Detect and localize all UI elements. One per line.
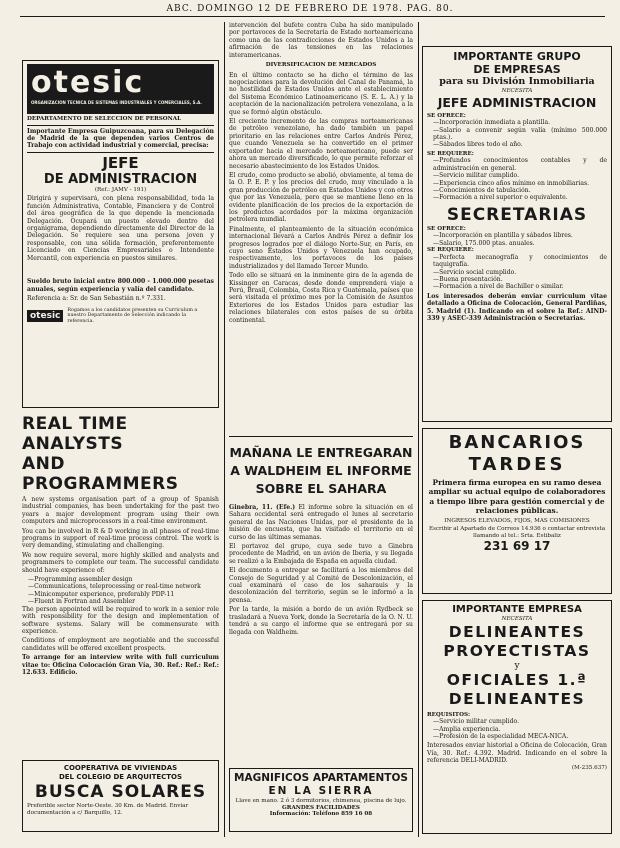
rta-title-1: REAL TIME ANALYSTS xyxy=(22,414,128,454)
rta-p2: You can be involved in R & D working in all phases of real-time programs in support of real-time process control. The work is very demanding, stimulating and challenging. xyxy=(22,527,219,550)
coop-title: BUSCA SOLARES xyxy=(34,782,207,802)
grupo-empresas-ad xyxy=(422,46,612,422)
ge-offer-list xyxy=(427,119,607,149)
del-top: IMPORTANTE EMPRESA xyxy=(452,604,582,615)
apt-title-2: EN LA SIERRA xyxy=(268,785,374,797)
ge-top-1: IMPORTANTE GRUPO xyxy=(453,50,581,63)
page-header: ABC. DOMINGO 12 DE FEBRERO DE 1978. PAG. 80. xyxy=(166,4,454,14)
otesic-body: Dirigirá y supervisará, con plena responsabilidad, toda la función Administrativa, Contable, Financiera y de Control del área geográfica de la que depende la mencionada Delegación. Ocupará un puesto elevado dentro del organigrama, dependiendo directamente del Director de la Delegación. Se requiere sea una persona joven y responsable, con una sólida formación, preferentemente Licenciado en Ciencias Empresariales o Intendente Mercantil, con experiencia en puestos similares. xyxy=(27,195,214,262)
otesic-intro: Importante Empresa Guipuzcoana, para su Delegación de Madrid de la que dependen varios Centros de Trabajo con actividad industrial y comercial, precisa: xyxy=(27,125,214,153)
list-item: — Fluent in Fortran and Assembler xyxy=(28,598,219,605)
coop-line-1: COOPERATIVA DE VIVIENDAS xyxy=(63,764,178,772)
delineantes-ad xyxy=(422,600,612,834)
list-item: — Profesión de la especialidad MECA-NICA. xyxy=(433,733,607,740)
rta-p6: To arrange for an interview write with full curriculum vitae to: Oficina Colocación Gran Vía, 30. Ref.: Ref.: Ref.: 12.633. Edificio. xyxy=(22,654,219,676)
column-rule-left xyxy=(224,22,225,837)
list-item: — Incorporación inmediata a plantilla. xyxy=(433,119,607,126)
list-item: — Servicio militar cumplido. xyxy=(433,718,607,725)
sahara-paragraph: Por la tarde, la misión a bordo de un avión Rydbeck se trasladará a Nueva York, donde la Secretaría de la O. N. U. tendrá a su cargo el informe que se entregará por su llegada con Waldheim. xyxy=(229,606,413,636)
banc-body: Primera firma europea en su ramo desea ampliar su actual equipo de colaboradores a tiempo libre para gestión comercial y de relaciones públicas. xyxy=(428,478,606,516)
sahara-dateline: Ginebra, 11. (Efe.) xyxy=(229,504,296,511)
apartamentos-ad xyxy=(229,768,413,832)
apt-title-1: MAGNIFICOS APARTAMENTOS xyxy=(234,772,408,784)
coop-line-2: DEL COLEGIO DE ARQUITECTOS xyxy=(58,773,183,781)
sahara-paragraph: Ginebra, 11. (Efe.) El informe sobre la situación en el Sahara occidental será entregado el lunes al secretario general de las Naciones Unidas, por el presidente de la misión de encuesta, que ha visitado el territorio en el curso de las últimas semanas. xyxy=(229,504,413,541)
header-rule xyxy=(20,16,605,17)
article-venezuela xyxy=(229,22,413,430)
otesic-salary: Sueldo bruto inicial entre 800.000 - 1.000.000 pesetas anuales, según experiencia y valía del candidato. xyxy=(27,278,214,293)
del-y: y xyxy=(514,660,520,671)
del-code: (M-235.637) xyxy=(571,764,607,771)
ge-req-label: SE REQUIERE: xyxy=(427,150,474,157)
article-paragraph: Todo ello se situará en la inminente gira de la agenda de Kissinger en Caracas, desde donde emprenderá viaje a Perú, Brasil, Colombia, Costa Rica y Guatemala, países que será visitada el próximo mes por la Comisión de Asuntos Exteriores de los Estados Unidos para estudiar las relaciones bilaterales con estos países de su órbita continental. xyxy=(229,272,413,324)
ge-sec-offer-label: SE OFRECE: xyxy=(427,225,466,232)
article-paragraph: El crudo, como producto se abolió, obviamente, al tema de la O. P. E. P. y los precios del crudo, muy vinculado a la gran producción de petróleo en Estados Unidos y con otros que por las Venezuela, pero que se mantiene lleno en la evidente planificación de los precios de la exportación de los productos acordados por la máxima organización petrolera mundial. xyxy=(229,171,413,224)
rta-title-2: AND PROGRAMMERS xyxy=(22,454,179,494)
ge-secretarias-title: SECRETARIAS xyxy=(446,204,588,225)
ge-top-4: NECESITA xyxy=(501,88,533,94)
article-paragraph: Finalmente, el planteamiento de la situación económica internacional llevará a Carlos Andrés Pérez a definir los progresos logrados por el diálogo Norte-Sur, en París, en cuyo seno Estados Unidos y Venezuela han ocupado, respectivamente, los portavoces de los países industrializados y del llamado Tercer Mundo. xyxy=(229,225,413,270)
banc-phone: 231 69 17 xyxy=(483,539,551,554)
rta-p4: The person appointed will be required to work in a senior role with responsibility for the design and implementation of software systems. Salary will be commensurate with experience. xyxy=(22,605,219,635)
apt-body: Llave en mano. 2 ó 3 dormitorios, chimenea, piscina de lujo. xyxy=(235,798,407,804)
sahara-headline: MAÑANA LE ENTREGARAN A WALDHEIM EL INFORME SOBRE EL SAHARA xyxy=(229,445,413,496)
apt-facilidades: GRANDES FACILIDADES xyxy=(282,804,360,811)
otesic-title-2: DE ADMINISTRACION xyxy=(43,171,198,187)
coop-body: Preferible sector Norte-Oeste. 30 Km. de Madrid. Enviar documentación a c/ Barquillo, 12. xyxy=(27,803,189,816)
article-paragraph: En el último contacto se ha dicho el término de las negociaciones para la devolución del Canal de Panamá, la no hostilidad de Estados Unidos ante el establecimiento del Sistema Económico Latinoamericano (S. E. L. A.) y la aceptación de la nacionalización petrolera venezolana, a la que se formó algún obstáculo. xyxy=(229,71,413,116)
rta-p3: We now require several, more highly skilled and analysts and programmers to complete our team. The successful candidate should have experience of: xyxy=(22,551,219,574)
banc-title-1: BANCARIOS xyxy=(448,432,586,453)
banc-title-2: TARDES xyxy=(468,454,566,475)
article-paragraph: intervención del bufete contra Cuba ha sido manipulado por portavoces de la Secretaría de Estado norteamericana como una de las contradicciones de Estados Unidos a la afirmación de las tensiones en las relaciones interamericanas. xyxy=(229,22,413,59)
ge-req-list xyxy=(427,157,607,201)
apt-info: Información: Teléfono 859 16 08 xyxy=(269,811,373,818)
list-item: — Conocimientos de tabulación. xyxy=(433,187,607,194)
otesic-logo-small: otesic xyxy=(27,310,63,322)
del-title-2: PROYECTISTAS xyxy=(443,641,591,660)
list-item: — Incorporación en plantilla y sábados libres. xyxy=(433,232,607,239)
banc-income: INGRESOS ELEVADOS, FIJOS, MAS COMISIONES xyxy=(444,517,590,524)
list-item: — Salario a convenir según valía (mínimo 500.000 ptas.). xyxy=(433,127,607,142)
del-req-label: REQUISITOS: xyxy=(427,711,471,718)
article-subhead: DIVERSIFICACION DE MERCADOS xyxy=(265,62,377,69)
list-item: — Communications, teleprocessing or real-time network xyxy=(28,583,219,590)
list-item: — Profundos conocimientos contables y de administración en general. xyxy=(433,157,607,172)
otesic-ref: (Ref.: JAMV - 191) xyxy=(94,186,147,193)
cooperativa-ad xyxy=(22,760,219,832)
rta-p5: Conditions of employment are negotiable and the successful candidates will be offered excellent prospects. xyxy=(22,637,219,652)
ge-contact: Los interesados deberán enviar curriculum vitae detallado a Oficina de Colocación, General Pardiñas, 5. Madrid (1). Indicando en el sobre la Ref.: AIND-339 y ASEC-339 Administración o Secretarias. xyxy=(427,292,607,323)
list-item: — Sábados libres todo el año. xyxy=(433,141,607,148)
real-time-ad xyxy=(22,414,219,754)
article-sahara xyxy=(229,444,413,789)
rta-list xyxy=(22,576,219,606)
list-item: — Formación a nivel superior o equivalente. xyxy=(433,194,607,201)
otesic-title-1: JEFE xyxy=(102,153,139,172)
list-item: — Buena presentación. xyxy=(433,276,607,283)
del-req-list xyxy=(427,718,607,740)
list-item: — Perfecta mecanografía y conocimientos de taquigrafía. xyxy=(433,254,607,269)
rta-p1: A new systems organisation part of a group of Spanish industrial companies, has been undertaking for the past two years a major development program using their own computers and microprocessors in a real-time environment. xyxy=(22,496,219,526)
sahara-paragraph: El portavoz del grupo, cuya sede tuvo a Ginebra procedente de Madrid, en un avión de Iberia, y su llegada se realizó a la Embajada de España en aquella ciudad. xyxy=(229,543,413,565)
banc-contact: Escribir al Apartado de Correos 14.936 o contactar entrevista llamando al tel.: Srta. Estibaliz xyxy=(428,526,606,539)
list-item: — Minicomputer experience, preferably PDP-11 xyxy=(28,591,219,598)
ge-sec-offer-list xyxy=(427,232,607,247)
otesic-address: Referencia a: Sr. de San Sebastián n.º 7.331. xyxy=(27,295,166,303)
otesic-ad xyxy=(22,60,219,408)
otesic-dept: DEPARTAMENTO DE SELECCION DE PERSONAL xyxy=(27,116,182,122)
list-item: — Experiencia cinco años mínimo en inmobiliarias. xyxy=(433,180,607,187)
del-top-2: NECESITA xyxy=(501,616,533,622)
list-item: — Servicio social cumplido. xyxy=(433,269,607,276)
del-title-1: DELINEANTES xyxy=(448,622,586,641)
bancarios-ad xyxy=(422,428,612,594)
article-paragraph: El creciente incremento de las compras norteamericanas de petróleo venezolano, ha dado también un papel prioritario en las relaciones entre Carlos Andrés Pérez, que cuando Venezuela se ha convertido en el primer exportador hacia el mercado norteamericano, puede ser ahora un mercado diversificado, lo que permite reforzar el necesario abastecimiento de los Estados Unidos. xyxy=(229,118,413,170)
del-title-4: DELINEANTES xyxy=(448,689,586,708)
ge-title: JEFE ADMINISTRACION xyxy=(437,94,597,110)
list-item: — Amplia experiencia. xyxy=(433,726,607,733)
del-contact: Interesados enviar historial a Oficina de Colocación, Gran Vía, 30. Ref.: 4.392. Madrid. Indicando en el sobre la referencia DELI-MADRID. xyxy=(427,742,607,765)
ge-top-3: para su División Inmobiliaria xyxy=(439,76,595,87)
del-title-3: OFICIALES 1.ª xyxy=(446,670,588,689)
article-separator xyxy=(229,436,413,437)
list-item: — Formación a nivel de Bachiller o similar. xyxy=(433,283,607,290)
ge-top-2: DE EMPRESAS xyxy=(473,63,561,76)
list-item: — Salario, 175.000 ptas. anuales. xyxy=(433,240,607,247)
ge-sec-req-label: SE REQUIERE: xyxy=(427,247,474,254)
list-item: — Servicio militar cumplido. xyxy=(433,172,607,179)
otesic-footer: Rogamos a los candidatos presenten su Curriculum a nuestro Departamento de Selección indicando la referencia. xyxy=(67,307,198,324)
ge-offer-label: SE OFRECE: xyxy=(427,112,466,119)
sahara-paragraph: El documento a entregar se facilitará a los miembros del Consejo de Seguridad y al Comité de Descolonización, el cual examinará el caso de los saharauis y la descolonización del territorio, según se le informó a la prensa. xyxy=(229,567,413,604)
ge-sec-req-list xyxy=(427,254,607,291)
otesic-logo: otesic ORGANIZACION TECNICA DE SISTEMAS INDUSTRIALES Y COMERCIALES, S.A. xyxy=(27,64,214,114)
column-rule-right xyxy=(418,22,419,837)
list-item: — Programming assembler design xyxy=(28,576,219,583)
